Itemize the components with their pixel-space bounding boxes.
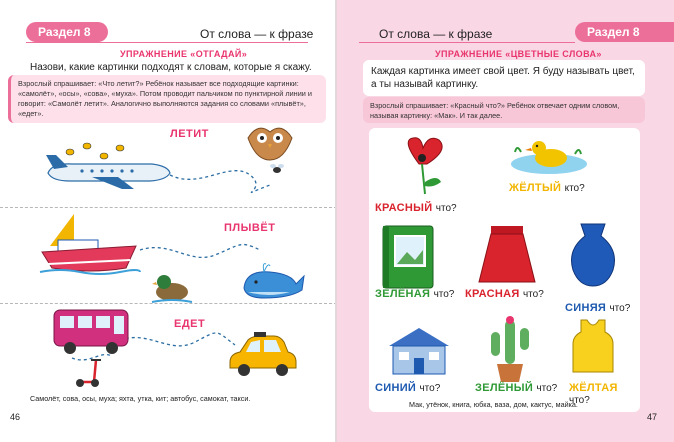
airplane-picture: [42, 155, 172, 191]
section-badge-right: Раздел 8: [575, 22, 674, 42]
word-zelenaya: ЗЕЛЁНАЯ что?: [375, 288, 455, 300]
adult-note-left: Взрослый спрашивает: «Что летит?» Ребёнок называет все подходящие картинки: «самолёт», «осы», «сова», «муха». Потом проводит пальчиком по пунктирной линии и говорит: «Самолёт летит». Аналогично выполняются задания со словами «плывёт», «едет».: [8, 75, 326, 123]
house-picture: [385, 326, 453, 376]
running-head-left: От слова — к фразе: [200, 27, 314, 41]
skirt-picture: [477, 224, 537, 284]
exercise-title-right: УПРАЖНЕНИЕ «ЦВЕТНЫЕ СЛОВА»: [435, 49, 602, 59]
duck-picture: [152, 270, 192, 304]
poppy-picture: [391, 134, 451, 196]
word-sinij: СИНИЙ что?: [375, 382, 441, 394]
verb-plyvet: ПЛЫВЁТ: [224, 222, 276, 234]
verb-letit: ЛЕТИТ: [170, 128, 209, 140]
word-krasnyj: КРАСНЫЙ что?: [375, 202, 457, 214]
row-divider-1: [0, 207, 337, 208]
section-badge-left: Раздел 8: [26, 22, 108, 42]
right-page: [337, 0, 674, 442]
caption-right: Мак, утёнок, книга, юбка, ваза, дом, кактус, майка.: [409, 400, 578, 409]
color-cards-panel: [369, 128, 640, 412]
taxi-picture: [226, 332, 298, 378]
header-rule-right: [359, 42, 575, 43]
tanktop-picture: [571, 318, 615, 374]
scooter-picture: [74, 358, 104, 388]
word-zelenyj: ЗЕЛЁНЫЙ что?: [475, 382, 558, 394]
vase-picture: [565, 222, 621, 288]
bus-picture: [52, 306, 132, 356]
page-number-left: 46: [10, 412, 21, 422]
duckling-picture: [509, 134, 587, 176]
boat-picture: [40, 210, 140, 276]
whale-picture: [240, 262, 306, 302]
adult-note-right: Взрослый спрашивает: «Красный что?» Ребёнок отвечает одним словом, называя картинку: «Мак». И так далее.: [363, 97, 645, 123]
task-text-right: Каждая картинка имеет свой цвет. Я буду называть цвет, а ты называй картинку.: [371, 66, 635, 90]
word-sinyaya: СИНЯЯ что?: [565, 302, 631, 314]
exercise-title-left: УПРАЖНЕНИЕ «ОТГАДАЙ»: [120, 49, 248, 59]
running-head-right: От слова — к фразе: [379, 27, 493, 41]
page-number-right: 47: [647, 412, 658, 422]
word-zheltyj: ЖЁЛТЫЙ кто?: [509, 182, 585, 194]
fly-picture: [268, 162, 286, 176]
row-divider-2: [0, 303, 337, 304]
task-text-left: Назови, какие картинки подходят к словам, которые я скажу.: [30, 62, 312, 73]
cactus-picture: [485, 314, 535, 384]
caption-left: Самолёт, сова, осы, муха; яхта, утка, кит; автобус, самокат, такси.: [30, 394, 251, 403]
word-zheltaya: ЖЁЛТАЯ что?: [569, 382, 618, 406]
verb-edet: ЕДЕТ: [174, 318, 206, 330]
word-krasnaya: КРАСНАЯ что?: [465, 288, 544, 300]
owl-picture: [244, 120, 296, 162]
book-picture: [379, 224, 437, 290]
